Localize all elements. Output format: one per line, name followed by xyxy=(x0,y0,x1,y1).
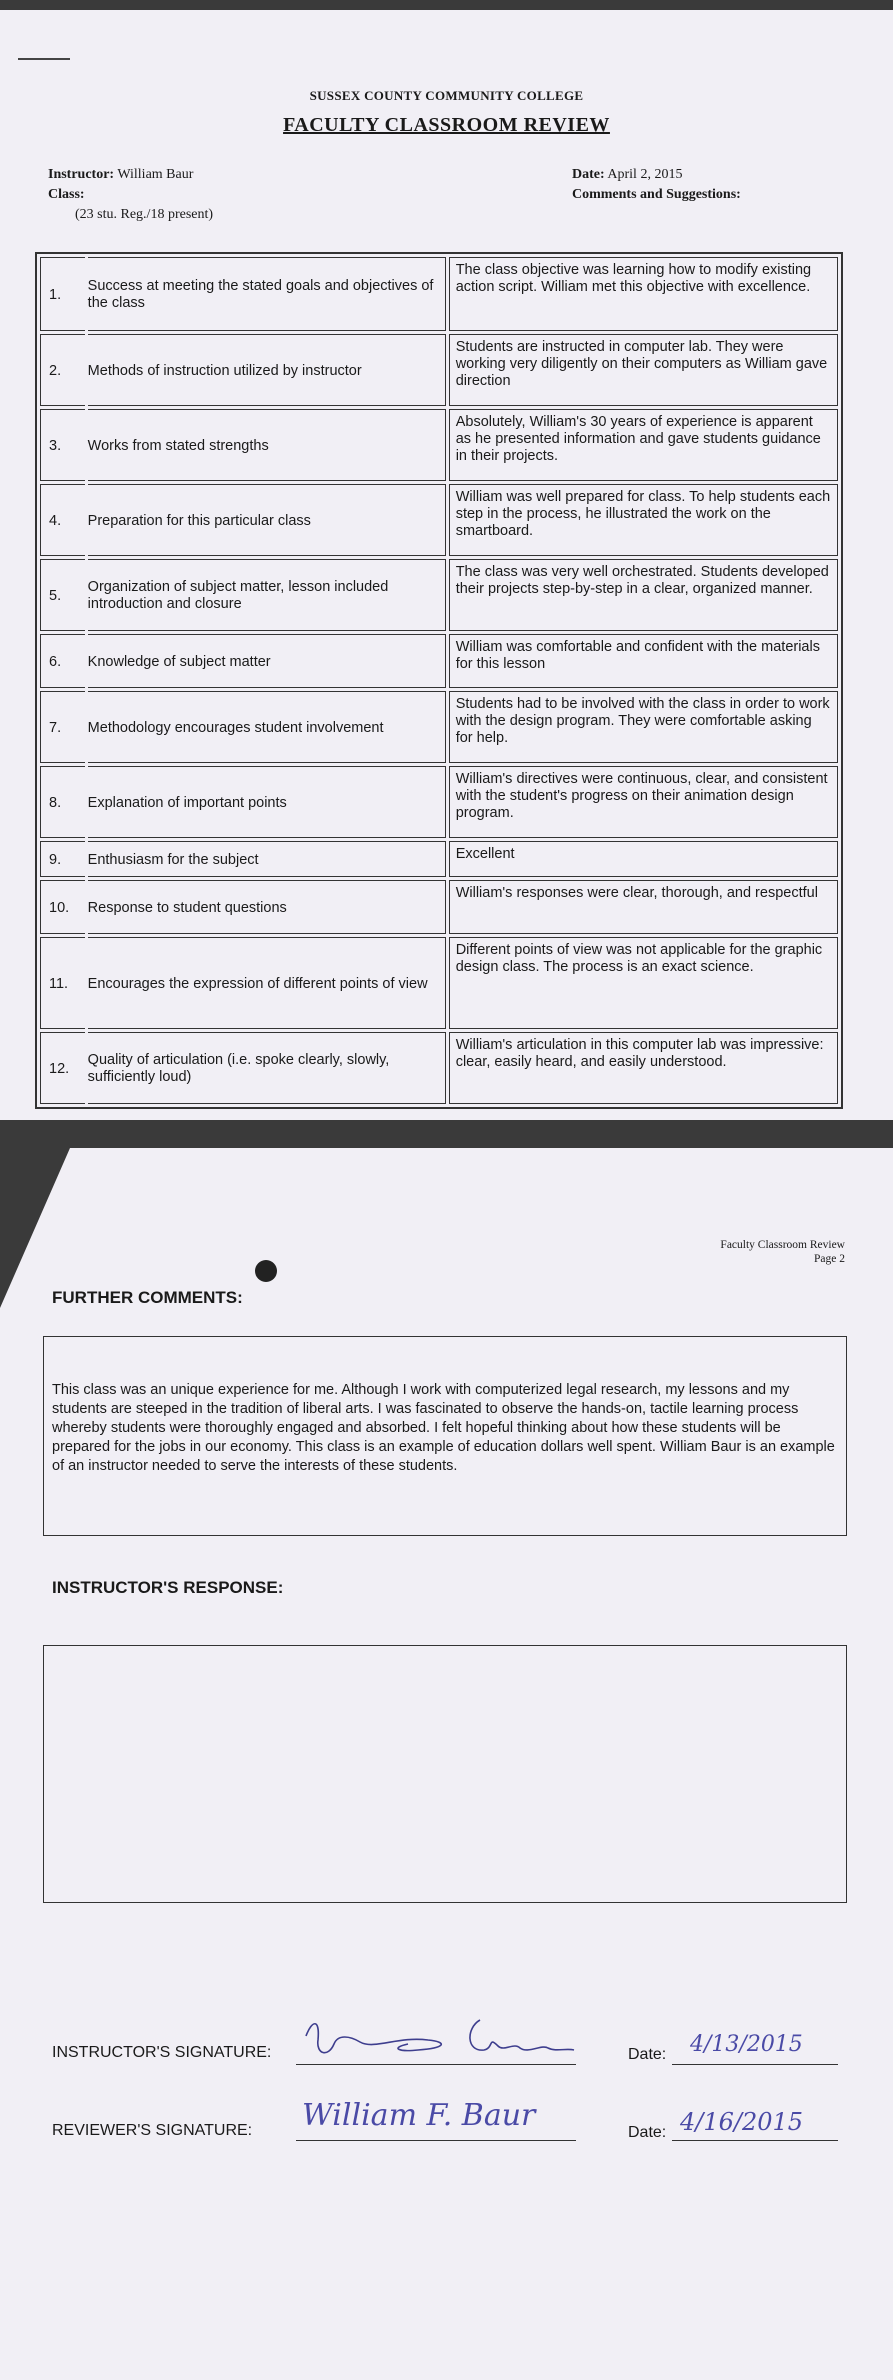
criterion-text: Success at meeting the stated goals and objectives of the class xyxy=(88,257,446,331)
criterion-text: Organization of subject matter, lesson included introduction and closure xyxy=(88,559,446,631)
criterion-text: Explanation of important points xyxy=(88,766,446,838)
criterion-text: Knowledge of subject matter xyxy=(88,634,446,688)
class-label: Class: xyxy=(48,187,85,202)
reviewer-comment: Students are instructed in computer lab. They were working very diligently on their computers as William gave direction xyxy=(449,334,838,406)
instructor-date-label: Date: xyxy=(628,2046,667,2063)
instructor-signature-line xyxy=(296,2064,576,2065)
reviewer-comment: William's articulation in this computer lab was impressive: clear, easily heard, and easily understood. xyxy=(449,1032,838,1104)
reviewer-comment: William was well prepared for class. To help students each step in the process, he illustrated the work on the smartboard. xyxy=(449,484,838,556)
criterion-number: 11. xyxy=(40,937,85,1029)
instructor-signature xyxy=(298,2006,578,2066)
further-comments-heading: FURTHER COMMENTS: xyxy=(52,1288,243,1307)
criterion-text: Preparation for this particular class xyxy=(88,484,446,556)
folded-corner xyxy=(0,1148,70,1308)
date-label: Date: xyxy=(572,167,605,182)
reviewer-comment: William's directives were continuous, clear, and consistent with the student's progress on their animation design program. xyxy=(449,766,838,838)
further-comments-box xyxy=(43,1336,847,1536)
review-row xyxy=(40,634,838,688)
page2-header-title: Faculty Classroom Review xyxy=(720,1239,845,1251)
punch-hole-mark xyxy=(255,1260,277,1282)
college-name: SUSSEX COUNTY COMMUNITY COLLEGE xyxy=(309,88,584,103)
class-note: (23 stu. Reg./18 present) xyxy=(75,207,214,222)
review-page-2 xyxy=(0,1148,893,2380)
criterion-number: 12. xyxy=(40,1032,85,1104)
review-date: April 2, 2015 xyxy=(607,167,683,182)
reviewer-comment: The class was very well orchestrated. Students developed their projects step-by-step in a clear, organized manner. xyxy=(449,559,838,631)
reviewer-comment: Absolutely, William's 30 years of experience is apparent as he presented information and gave students guidance in their projects. xyxy=(449,409,838,481)
criterion-number: 3. xyxy=(40,409,85,481)
reviewer-comment: Different points of view was not applicable for the graphic design class. The process is an exact science. xyxy=(449,937,838,1029)
instructor-response-box xyxy=(43,1645,847,1903)
reviewer-signature: William F. Baur xyxy=(302,2098,536,2133)
criterion-number: 8. xyxy=(40,766,85,838)
review-row xyxy=(40,691,838,763)
instructor-response-heading: INSTRUCTOR'S RESPONSE: xyxy=(52,1578,284,1597)
review-row xyxy=(40,257,838,331)
review-row xyxy=(40,409,838,481)
reviewer-comment: Students had to be involved with the class in order to work with the design program. They were comfortable asking for help. xyxy=(449,691,838,763)
page2-header xyxy=(720,1238,845,1266)
page-title: FACULTY CLASSROOM REVIEW xyxy=(283,114,610,136)
criterion-text: Response to student questions xyxy=(88,880,446,934)
review-row xyxy=(40,1032,838,1104)
date-line xyxy=(572,167,682,183)
instructor-signature-label: INSTRUCTOR'S SIGNATURE: xyxy=(52,2044,272,2061)
criterion-number: 4. xyxy=(40,484,85,556)
reviewer-signature-label: REVIEWER'S SIGNATURE: xyxy=(52,2122,253,2139)
reviewer-signature-line xyxy=(296,2140,576,2141)
instructor-date-line xyxy=(672,2064,838,2065)
reviewer-comment: The class objective was learning how to modify existing action script. William met this objective with excellence. xyxy=(449,257,838,331)
review-row xyxy=(40,559,838,631)
criterion-number: 7. xyxy=(40,691,85,763)
instructor-label: Instructor: xyxy=(48,167,115,182)
criterion-number: 9. xyxy=(40,841,85,877)
instructor-line xyxy=(48,167,193,183)
reviewer-comment: William was comfortable and confident with the materials for this lesson xyxy=(449,634,838,688)
reviewer-date-label: Date: xyxy=(628,2124,667,2141)
reviewer-date-line xyxy=(672,2140,838,2141)
criterion-text: Quality of articulation (i.e. spoke clearly, slowly, sufficiently loud) xyxy=(88,1032,446,1104)
comments-heading: Comments and Suggestions: xyxy=(572,187,741,202)
review-table xyxy=(35,252,843,1109)
review-row xyxy=(40,937,838,1029)
criterion-number: 5. xyxy=(40,559,85,631)
criterion-text: Methods of instruction utilized by instructor xyxy=(88,334,446,406)
criterion-text: Methodology encourages student involvement xyxy=(88,691,446,763)
reviewer-comment: William's responses were clear, thorough, and respectful xyxy=(449,880,838,934)
scan-mark xyxy=(18,58,70,60)
criterion-number: 1. xyxy=(40,257,85,331)
criterion-text: Encourages the expression of different points of view xyxy=(88,937,446,1029)
review-row xyxy=(40,334,838,406)
review-row xyxy=(40,841,838,877)
review-table-body xyxy=(40,257,838,1104)
review-row xyxy=(40,484,838,556)
further-comments-text: This class was an unique experience for me. Although I work with computerized legal research, my lessons and my students are steeped in the tradition of liberal arts. I was fascinated to observe the hands-on, tactile learning process whereby students were thoroughly engaged and absorbed. I felt hopeful thinking about how these students will be prepared for the jobs in our economy. This class is an example of education dollars well spent. William Baur is an example of an instructor needed to serve the interests of these students. xyxy=(52,1382,835,1474)
criterion-number: 10. xyxy=(40,880,85,934)
reviewer-signature-date: 4/16/2015 xyxy=(680,2108,804,2136)
review-row xyxy=(40,880,838,934)
page2-header-page: Page 2 xyxy=(814,1253,845,1265)
instructor-name: William Baur xyxy=(117,167,194,182)
review-row xyxy=(40,766,838,838)
criterion-number: 2. xyxy=(40,334,85,406)
instructor-signature-date: 4/13/2015 xyxy=(690,2032,803,2057)
criterion-text: Works from stated strengths xyxy=(88,409,446,481)
criterion-text: Enthusiasm for the subject xyxy=(88,841,446,877)
review-page-1 xyxy=(0,10,893,1120)
reviewer-comment: Excellent xyxy=(449,841,838,877)
criterion-number: 6. xyxy=(40,634,85,688)
